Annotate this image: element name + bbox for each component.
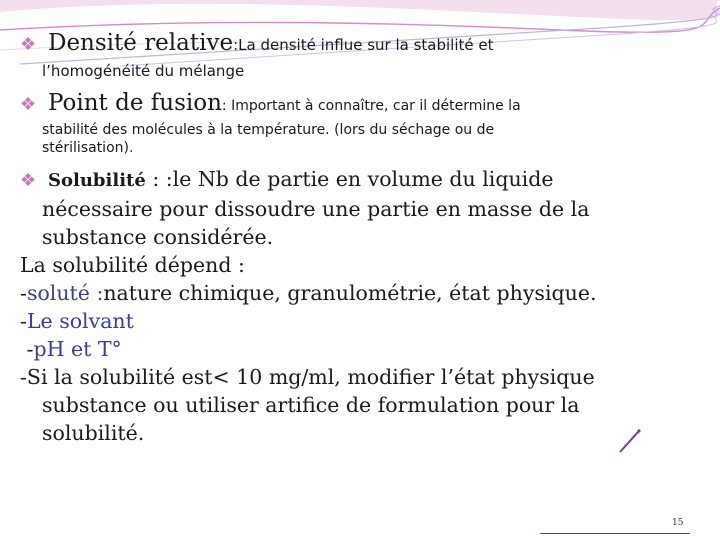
solute-line	[20, 279, 710, 307]
text-solubilite-c: substance considérée.	[42, 225, 274, 249]
solvent-term: Le solvant	[26, 309, 134, 333]
bullet-icon: ❖	[20, 170, 37, 191]
solute-rest: nature chimique, granulométrie, état physique.	[103, 281, 597, 305]
bullet-icon: ❖	[20, 34, 37, 55]
text-solubilite-b: nécessaire pour dissoudre une partie en masse de la	[42, 197, 590, 221]
pen-annotation	[600, 426, 650, 456]
text-fusion-c: stérilisation).	[42, 140, 134, 156]
depend-line: La solubilité dépend :	[20, 253, 245, 277]
last-line-c: solubilité.	[42, 421, 145, 445]
text-solubilite-a: : :le Nb de partie en volume du liquide	[145, 167, 554, 191]
last-line-b: substance ou utiliser artifice de formulation pour la	[42, 393, 580, 417]
solvent-line	[20, 307, 710, 335]
dash: -	[20, 309, 27, 333]
term-solubilite: Solubilité	[48, 170, 146, 191]
text-fusion-b: stabilité des molécules à la température. (lors du séchage ou de	[42, 122, 495, 138]
text-fusion-a: : Important à connaître, car il détermine la	[221, 98, 521, 114]
term-fusion: Point de fusion	[48, 90, 222, 116]
footer-rule	[540, 533, 690, 534]
bullet-solubilite	[20, 165, 710, 195]
term-densite: Densité relative	[48, 30, 234, 56]
page-number: 15	[672, 518, 684, 528]
last-line-a: -Si la solubilité est< 10 mg/ml, modifier l’état physique	[20, 365, 595, 389]
bullet-icon: ❖	[20, 94, 37, 115]
dash: -	[20, 337, 34, 361]
solute-term: soluté :	[26, 281, 104, 305]
bullet-densite	[20, 28, 710, 60]
ph-line	[20, 335, 710, 363]
bullet-fusion	[20, 88, 710, 121]
slide-content	[20, 28, 710, 447]
text-densite-a: :La densité influe sur la stabilité et	[233, 36, 494, 54]
text-densite-b: l’homogénéité du mélange	[42, 62, 245, 80]
dash: -	[20, 281, 27, 305]
ph-term: pH et T°	[33, 337, 122, 361]
